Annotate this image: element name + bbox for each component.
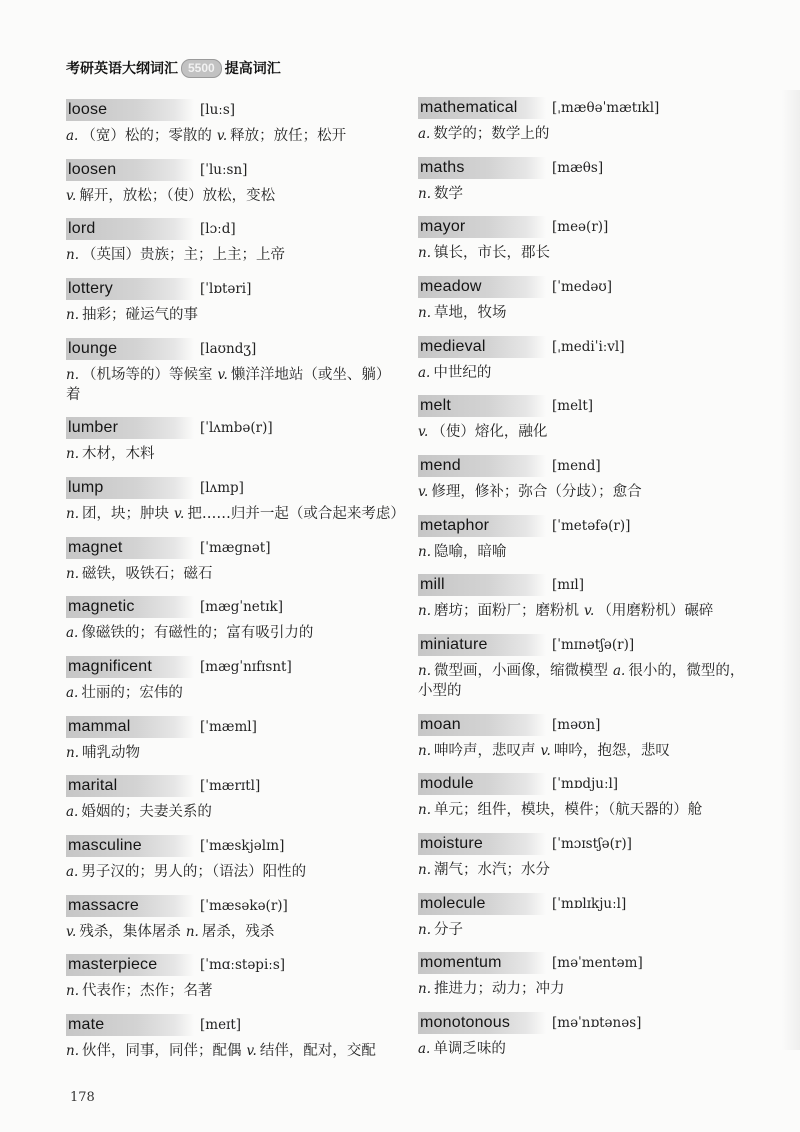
headword: lump xyxy=(68,478,104,496)
definition-line xyxy=(418,860,778,880)
part-of-speech: a. xyxy=(66,625,79,642)
entry-head xyxy=(66,832,426,860)
phonetic: [məˈmentəm] xyxy=(552,955,643,972)
definition-text: 团，块；肿块 xyxy=(82,505,169,522)
entry-head xyxy=(66,772,426,800)
part-of-speech: v. xyxy=(418,483,429,500)
entry-head xyxy=(66,215,426,243)
definition-line xyxy=(418,243,778,263)
definition-text: 伙伴，同事，同伴；配偶 xyxy=(82,1042,242,1059)
entry-head xyxy=(418,631,778,659)
entry-head xyxy=(418,333,778,361)
definition-text: （使）熔化，融化 xyxy=(431,424,548,441)
definition-text: 男子汉的；男人的；（语法）阳性的 xyxy=(81,863,307,880)
entry-monotonous xyxy=(418,1009,778,1059)
phonetic: [laʊndʒ] xyxy=(200,340,257,357)
part-of-speech: n. xyxy=(66,505,79,522)
definition-text: （机场等的）等候室 xyxy=(82,366,213,383)
definition-line xyxy=(418,681,778,701)
entry-moan xyxy=(418,711,778,761)
part-of-speech: a. xyxy=(66,863,79,880)
part-of-speech: n. xyxy=(185,923,199,940)
part-of-speech: n. xyxy=(418,921,431,938)
headword-highlight xyxy=(418,773,546,795)
definition-text: 结伴，配对，交配 xyxy=(259,1042,376,1059)
definition-line xyxy=(418,363,778,383)
part-of-speech: v. xyxy=(66,923,77,940)
definition-line xyxy=(66,385,426,405)
part-of-speech: v. xyxy=(246,1042,257,1059)
headword-highlight xyxy=(418,276,546,298)
entry-head xyxy=(66,951,426,979)
definition-line xyxy=(66,862,426,882)
definition-line xyxy=(66,245,426,265)
phonetic: [ˈmægnət] xyxy=(200,539,271,556)
definition-line xyxy=(418,422,778,442)
headword: melt xyxy=(420,397,452,415)
phonetic: [ˈmɪnətʃə(r)] xyxy=(552,636,635,653)
phonetic: [mend] xyxy=(552,457,601,474)
headword-highlight xyxy=(66,954,194,976)
headword-highlight xyxy=(66,656,194,678)
part-of-speech: n. xyxy=(418,981,431,998)
entry-head xyxy=(418,452,778,480)
definition-text: 数学的；数学上的 xyxy=(433,126,550,142)
headword-highlight xyxy=(66,218,194,240)
entry-head xyxy=(66,892,426,920)
phonetic: [ˈmærɪtl] xyxy=(200,778,261,795)
headword-highlight xyxy=(418,574,546,596)
headword-highlight xyxy=(418,515,546,537)
definition-line xyxy=(66,1041,426,1061)
entry-magnificent xyxy=(66,653,426,703)
definition-text: 单元；组件，模块，模件；（航天器的）舱 xyxy=(434,802,703,819)
entry-mend xyxy=(418,452,778,502)
entry-lounge xyxy=(66,335,426,405)
definition-text: 小型的 xyxy=(418,682,462,699)
headword: lord xyxy=(68,220,96,238)
phonetic: [lʌmp] xyxy=(200,479,244,496)
part-of-speech: v. xyxy=(540,742,551,759)
definition-line xyxy=(66,444,426,464)
phonetic: [məʊn] xyxy=(552,716,601,733)
entry-molecule xyxy=(418,890,778,940)
part-of-speech: n. xyxy=(418,603,431,620)
part-of-speech: a. xyxy=(66,684,79,701)
part-of-speech: n. xyxy=(66,247,79,264)
definition-line xyxy=(418,1039,778,1059)
headword-highlight xyxy=(66,477,194,499)
definition-text: 隐喻，暗喻 xyxy=(434,543,507,560)
entry-module xyxy=(418,770,778,820)
headword: miniature xyxy=(420,635,488,653)
phonetic: [ˈmɒlɪkjuːl] xyxy=(552,895,627,912)
entry-mate xyxy=(66,1011,426,1061)
phonetic: [ˈlɒtəri] xyxy=(200,280,252,297)
entry-head xyxy=(418,949,778,977)
definition-text: 抽彩；碰运气的事 xyxy=(82,306,198,323)
entry-moisture xyxy=(418,830,778,880)
part-of-speech: n. xyxy=(66,744,79,761)
headword: monotonous xyxy=(420,1013,511,1031)
definition-line xyxy=(418,542,778,562)
entry-head xyxy=(418,571,778,599)
headword: module xyxy=(420,775,474,793)
definition-text: 单调乏味的 xyxy=(433,1040,506,1057)
phonetic: [ˈmɑːstəpiːs] xyxy=(200,957,286,974)
page-number: 178 xyxy=(70,1090,95,1105)
phonetic: [ˈlʌmbə(r)] xyxy=(200,420,273,437)
part-of-speech: n. xyxy=(418,742,431,759)
headword-highlight xyxy=(66,596,194,618)
part-of-speech: v. xyxy=(216,128,228,144)
part-of-speech: n. xyxy=(418,304,431,321)
header-badge: 5500 xyxy=(181,59,222,78)
headword: magnet xyxy=(68,538,123,556)
entry-lord xyxy=(66,215,426,265)
headword: massacre xyxy=(68,896,139,914)
right-column xyxy=(418,94,778,1069)
part-of-speech: a. xyxy=(613,662,626,679)
part-of-speech: n. xyxy=(418,662,431,679)
definition-text: 壮丽的；宏伟的 xyxy=(81,684,183,701)
headword: mend xyxy=(420,456,461,474)
definition-line xyxy=(418,661,778,681)
part-of-speech: n. xyxy=(418,245,431,262)
definition-text: 解开，放松；（使）放松，变松 xyxy=(79,187,276,204)
definition-line xyxy=(66,743,426,763)
part-of-speech: n. xyxy=(66,306,79,323)
headword: moisture xyxy=(420,834,483,852)
headword-highlight xyxy=(66,537,194,559)
headword-highlight xyxy=(66,417,194,439)
entry-marital xyxy=(66,772,426,822)
entry-lottery xyxy=(66,275,426,325)
entry-lump xyxy=(66,474,429,524)
headword: masculine xyxy=(68,836,142,854)
definition-text: （宽）松的；零散的 xyxy=(81,128,212,144)
entry-head xyxy=(66,96,426,124)
entry-head xyxy=(418,512,778,540)
headword: loose xyxy=(68,101,108,118)
phonetic: [mægˈnɪfɪsnt] xyxy=(200,658,292,675)
headword: mayor xyxy=(420,218,466,236)
headword-highlight xyxy=(418,455,546,477)
phonetic: [meə(r)] xyxy=(552,219,609,236)
headword: masterpiece xyxy=(68,956,158,974)
entry-masterpiece xyxy=(66,951,426,1001)
part-of-speech: n. xyxy=(418,861,431,878)
headword: magnetic xyxy=(68,598,135,616)
headword-highlight xyxy=(66,159,194,181)
entry-magnetic xyxy=(66,593,426,643)
headword: lumber xyxy=(68,419,119,437)
part-of-speech: a. xyxy=(66,804,79,821)
headword-highlight xyxy=(66,99,194,121)
headword: meadow xyxy=(420,277,482,295)
phonetic: [lɔːd] xyxy=(200,221,236,238)
definition-line xyxy=(418,482,778,502)
headword-highlight xyxy=(418,336,546,358)
part-of-speech: v. xyxy=(418,424,429,441)
entry-mill xyxy=(418,571,778,621)
part-of-speech: n. xyxy=(66,1042,79,1059)
headword: moan xyxy=(420,715,461,733)
part-of-speech: a. xyxy=(418,364,431,381)
headword-highlight xyxy=(418,97,546,119)
phonetic: [ˈmɔɪstʃə(r)] xyxy=(552,835,632,852)
headword-highlight xyxy=(418,952,546,974)
phonetic: [mɪl] xyxy=(552,577,584,594)
phonetic: [ˈluːsn] xyxy=(200,161,248,178)
definition-line xyxy=(418,920,778,940)
definition-text: 潮气；水汽；水分 xyxy=(434,861,550,878)
definition-line xyxy=(66,981,426,1001)
part-of-speech: n. xyxy=(418,185,431,202)
part-of-speech: a. xyxy=(418,126,431,142)
definition-line xyxy=(66,922,426,942)
definition-line xyxy=(418,184,778,204)
definition-text: 呻吟，抱怨，悲叹 xyxy=(553,742,670,759)
headword: momentum xyxy=(420,954,502,972)
left-column xyxy=(66,96,429,1071)
phonetic: [meɪt] xyxy=(200,1016,242,1033)
entry-head xyxy=(418,392,778,420)
definition-text: （用磨粉机）碾碎 xyxy=(597,603,714,620)
definition-text: 镇长，市长，郡长 xyxy=(434,245,550,262)
entry-head xyxy=(66,275,426,303)
definition-line xyxy=(418,741,778,761)
entry-magnet xyxy=(66,534,426,584)
headword: loosen xyxy=(68,160,117,178)
entry-melt xyxy=(418,392,778,442)
entry-head xyxy=(418,94,778,122)
definition-text: 中世纪的 xyxy=(433,364,492,381)
phonetic: [ˈmæsəkə(r)] xyxy=(200,897,288,914)
phonetic: [ˈmæskjəlɪn] xyxy=(200,837,285,854)
part-of-speech: v. xyxy=(174,505,185,522)
definition-text: 懒洋洋地站（或坐、躺） xyxy=(230,366,391,383)
part-of-speech: n. xyxy=(66,565,79,582)
definition-text: 代表作；杰作；名著 xyxy=(82,983,213,1000)
part-of-speech: n. xyxy=(418,802,431,819)
headword: mate xyxy=(68,1015,105,1033)
phonetic: [mægˈnetɪk] xyxy=(200,599,283,616)
definition-text: 着 xyxy=(66,386,81,403)
part-of-speech: n. xyxy=(66,446,79,463)
phonetic: [ˈmetəfə(r)] xyxy=(552,517,631,534)
definition-text: 推进力；动力；冲力 xyxy=(434,981,565,998)
entry-head xyxy=(418,711,778,739)
running-header xyxy=(66,58,281,78)
entry-lumber xyxy=(66,414,429,464)
phonetic: [ˈmæml] xyxy=(200,718,257,735)
definition-line xyxy=(66,305,426,325)
phonetic: [mæθs] xyxy=(552,159,604,176)
headword: medieval xyxy=(420,337,486,355)
headword-highlight xyxy=(66,716,194,738)
definition-line xyxy=(418,800,778,820)
phonetic: [ˌmæθəˈmætɪkl] xyxy=(552,100,660,116)
part-of-speech: a. xyxy=(418,1040,431,1057)
definition-text: 磁铁，吸铁石；磁石 xyxy=(82,565,213,582)
definition-line xyxy=(418,979,778,999)
entry-head xyxy=(418,213,778,241)
definition-line xyxy=(66,564,426,584)
definition-line xyxy=(66,623,426,643)
definition-text: 呻吟声，悲叹声 xyxy=(434,742,536,759)
headword-highlight xyxy=(66,338,194,360)
entry-mathematical xyxy=(418,94,778,144)
headword-highlight xyxy=(418,1012,546,1034)
entry-miniature xyxy=(418,631,778,701)
entry-maths xyxy=(418,154,778,204)
entry-head xyxy=(66,156,426,184)
part-of-speech: v. xyxy=(217,366,228,383)
entry-head xyxy=(66,414,429,442)
entry-head xyxy=(66,593,426,621)
part-of-speech: n. xyxy=(66,983,79,1000)
entry-loose xyxy=(66,96,426,146)
phonetic: [ˈmedəʊ] xyxy=(552,278,613,295)
scan-shadow xyxy=(782,90,800,1050)
header-title-right: 提高词汇 xyxy=(224,61,281,77)
headword: magnificent xyxy=(68,657,153,675)
headword: mammal xyxy=(68,717,131,735)
definition-text: （英国）贵族；主；上主；上帝 xyxy=(82,247,285,264)
part-of-speech: n. xyxy=(66,366,79,383)
definition-line xyxy=(66,126,426,146)
headword-highlight xyxy=(66,895,194,917)
headword: marital xyxy=(68,777,118,795)
headword-highlight xyxy=(418,714,546,736)
headword: metaphor xyxy=(420,516,490,534)
entry-loosen xyxy=(66,156,426,206)
headword-highlight xyxy=(418,216,546,238)
definition-line xyxy=(66,802,426,822)
headword-highlight xyxy=(418,893,546,915)
entry-momentum xyxy=(418,949,778,999)
part-of-speech: n. xyxy=(418,543,431,560)
definition-line xyxy=(418,124,778,144)
entry-head xyxy=(66,474,429,502)
entry-head xyxy=(66,713,426,741)
definition-line xyxy=(66,683,426,703)
definition-text: 草地，牧场 xyxy=(434,304,507,321)
headword: maths xyxy=(420,158,465,176)
definition-text: 屠杀，残杀 xyxy=(201,923,275,940)
part-of-speech: v. xyxy=(66,187,77,204)
definition-text: 残杀，集体屠杀 xyxy=(79,923,181,940)
definition-text: 像磁铁的；有磁性的；富有吸引力的 xyxy=(81,625,314,642)
entry-mammal xyxy=(66,713,426,763)
headword-highlight xyxy=(418,157,546,179)
entry-metaphor xyxy=(418,512,778,562)
phonetic: [ˈmɒdjuːl] xyxy=(552,776,619,793)
definition-text: 修理，修补；弥合（分歧）；愈合 xyxy=(431,483,642,500)
definition-text: 微型画，小画像，缩微模型 xyxy=(434,662,608,679)
definition-line xyxy=(66,504,426,524)
header-title-left: 考研英语大纲词汇 xyxy=(66,61,178,77)
definition-line xyxy=(418,303,778,323)
definition-text: 很小的，微型的， xyxy=(628,662,745,679)
headword-highlight xyxy=(66,1014,194,1036)
entry-medieval xyxy=(418,333,778,383)
part-of-speech: v. xyxy=(584,603,595,620)
entry-head xyxy=(418,154,778,182)
headword: molecule xyxy=(420,894,486,912)
headword-highlight xyxy=(66,835,194,857)
definition-text: 把……归并一起（或合起来考虑） xyxy=(187,505,405,522)
definition-text: 释放；放任；松开 xyxy=(230,128,347,144)
headword: mathematical xyxy=(420,99,518,116)
definition-text: 木材，木料 xyxy=(82,446,155,463)
phonetic: [luːs] xyxy=(200,102,236,118)
entry-head xyxy=(418,1009,778,1037)
headword-highlight xyxy=(418,634,546,656)
entry-head xyxy=(418,273,778,301)
phonetic: [melt] xyxy=(552,398,594,415)
headword: lounge xyxy=(68,339,118,357)
entry-massacre xyxy=(66,892,426,942)
entry-head xyxy=(418,770,778,798)
entry-head xyxy=(418,890,778,918)
definition-text: 数学 xyxy=(434,185,463,202)
definition-line xyxy=(66,365,426,385)
definition-text: 婚姻的；夫妻关系的 xyxy=(81,804,212,821)
entry-mayor xyxy=(418,213,778,263)
headword: mill xyxy=(420,576,445,594)
entry-head xyxy=(66,534,426,562)
definition-line xyxy=(66,186,426,206)
definition-line xyxy=(418,601,778,621)
headword-highlight xyxy=(418,395,546,417)
definition-text: 哺乳动物 xyxy=(82,744,140,761)
definition-text: 磨坊；面粉厂；磨粉机 xyxy=(434,603,579,620)
entry-head xyxy=(418,830,778,858)
entry-head xyxy=(66,653,426,681)
headword-highlight xyxy=(66,278,194,300)
definition-text: 分子 xyxy=(434,921,463,938)
headword: lottery xyxy=(68,279,113,297)
entry-head xyxy=(66,1011,426,1039)
phonetic: [məˈnɒtənəs] xyxy=(552,1014,642,1031)
entry-masculine xyxy=(66,832,426,882)
part-of-speech: a. xyxy=(66,128,79,144)
phonetic: [ˌmediˈiːvl] xyxy=(552,338,625,355)
entry-head xyxy=(66,335,426,363)
entry-meadow xyxy=(418,273,778,323)
headword-highlight xyxy=(418,833,546,855)
headword-highlight xyxy=(66,775,194,797)
